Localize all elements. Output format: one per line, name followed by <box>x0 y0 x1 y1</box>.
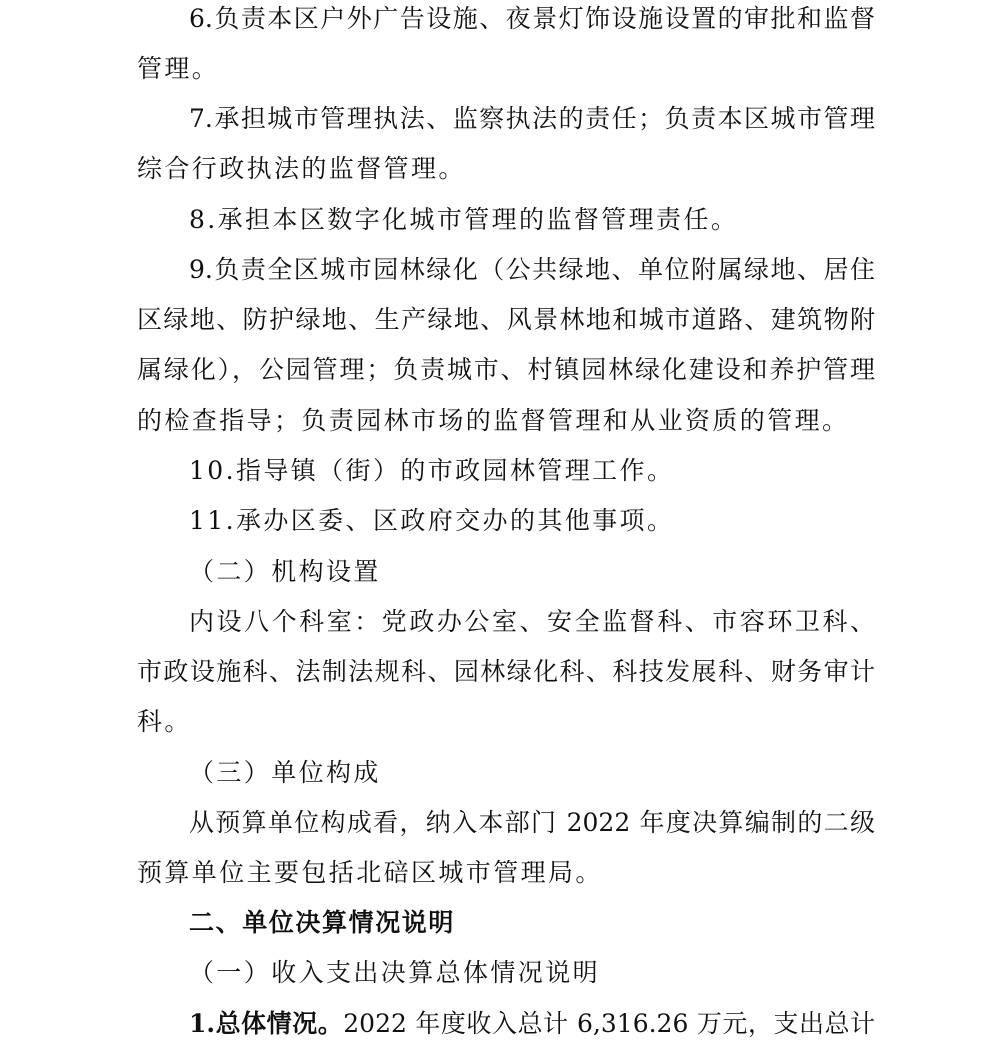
paragraph-line: 9.负责全区城市园林绿化（公共绿地、单位附属绿地、居住 <box>189 255 875 284</box>
section-heading: （一）收入支出决算总体情况说明 <box>189 958 601 987</box>
paragraph-line: 管理。 <box>137 54 220 83</box>
paragraph-line: 8.承担本区数字化城市管理的监督管理责任。 <box>189 205 739 234</box>
paragraph-line: 内设八个科室：党政办公室、安全监督科、市容环卫科、 <box>189 607 875 636</box>
overview-text: 2022 年度收入总计 6,316.26 万元，支出总计 <box>343 1009 875 1038</box>
paragraph-line: 综合行政执法的监督管理。 <box>137 154 466 183</box>
chapter-heading: 二、单位决算情况说明 <box>189 908 456 937</box>
paragraph-line: 的检查指导；负责园林市场的监督管理和从业资质的管理。 <box>137 406 850 435</box>
paragraph-line: 10.指导镇（街）的市政园林管理工作。 <box>189 456 675 485</box>
paragraph-line: 11.承办区委、区政府交办的其他事项。 <box>189 506 675 535</box>
paragraph-line: 6.负责本区户外广告设施、夜景灯饰设施设置的审批和监督 <box>189 4 875 33</box>
section-heading: （二）机构设置 <box>189 557 381 586</box>
paragraph-line: 科。 <box>137 707 192 736</box>
paragraph-line: 预算单位主要包括北碚区城市管理局。 <box>137 858 603 887</box>
paragraph-line <box>189 999 875 1049</box>
paragraph-line: 区绿地、防护绿地、生产绿地、风景林地和城市道路、建筑物附 <box>137 305 875 334</box>
paragraph-line: 从预算单位构成看，纳入本部门 2022 年度决算编制的二级 <box>189 808 875 837</box>
paragraph-line: 属绿化），公园管理；负责城市、村镇园林绿化建设和养护管理 <box>137 355 875 384</box>
overview-label: 1.总体情况。 <box>189 1009 344 1038</box>
paragraph-line: 7.承担城市管理执法、监察执法的责任；负责本区城市管理 <box>189 104 875 133</box>
section-heading: （三）单位构成 <box>189 758 381 787</box>
paragraph-line: 市政设施科、法制法规科、园林绿化科、科技发展科、财务审计 <box>137 657 875 686</box>
